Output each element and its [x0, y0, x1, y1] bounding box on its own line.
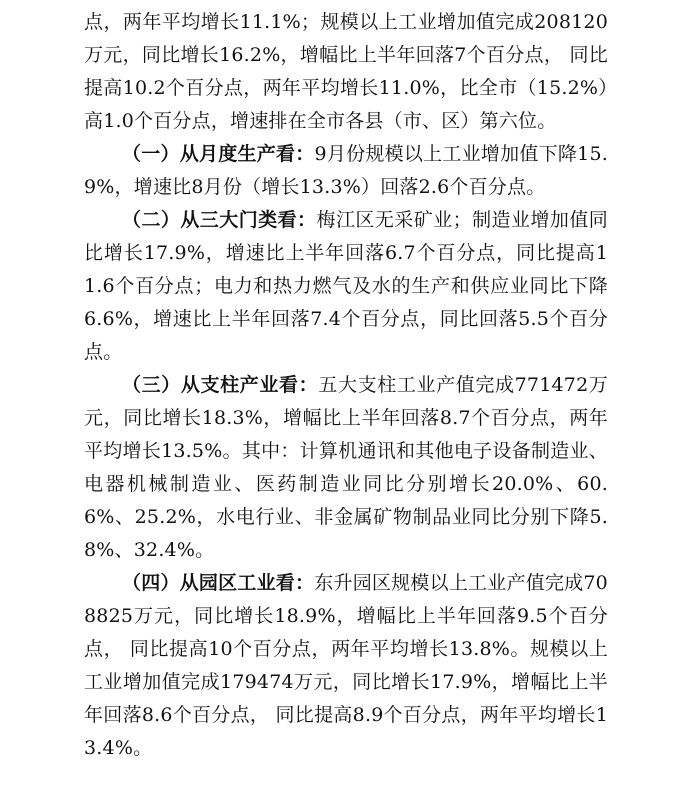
section-body-pillar-industries: 五大支柱工业产值完成771472万元，同比增长18.3%，增幅比上半年回落8.7个百分点，两年平均增长13.5%。其中：计算机通讯和其他电子设备制造业、电器机械制造业、医药制造业同比分别增长20.0%、60.6%、25.2%，水电行业、非金属矿物制品业同比分别下降5.8%、32.4%。	[84, 374, 608, 561]
section-heading-park-industry: （四）从园区工业看：	[122, 572, 315, 594]
paragraph-monthly-production	[84, 138, 608, 204]
section-heading-pillar-industries: （三）从支柱产业看：	[122, 374, 319, 396]
section-body-monthly-production: 9月份规模以上工业增加值下降15.9%，增速比8月份（增长13.3%）回落2.6个百分点。	[84, 143, 608, 198]
section-heading-monthly-production: （一）从月度生产看：	[122, 143, 315, 165]
section-body-park-industry: 东升园区规模以上工业产值完成708825万元，同比增长18.9%，增幅比上半年回落9.5个百分点， 同比提高10个百分点，两年平均增长13.8%。规模以上工业增加值完成179474万元，同比增长17.9%，增幅比上半年回落8.6个百分点， 同比提高8.9个百分点，两年平均增长13.4%。	[84, 572, 608, 759]
section-heading-three-categories: （二）从三大门类看：	[122, 209, 317, 231]
paragraph-park-industry	[84, 567, 608, 765]
document-page	[84, 6, 608, 765]
paragraph-intro: 点，两年平均增长11.1%；规模以上工业增加值完成208120万元，同比增长16.2%，增幅比上半年回落7个百分点， 同比提高10.2个百分点，两年平均增长11.0%，比全市（15.2%）高1.0个百分点，增速排在全市各县（市、区）第六位。	[84, 11, 608, 132]
paragraph-pillar-industries	[84, 369, 608, 567]
section-body-three-categories: 梅江区无采矿业；制造业增加值同比增长17.9%，增速比上半年回落6.7个百分点，同比提高11.6个百分点；电力和热力燃气及水的生产和供应业同比下降6.6%，增速比上半年回落7.4个百分点，同比回落5.5个百分点。	[84, 209, 608, 363]
paragraph-three-categories	[84, 204, 608, 369]
